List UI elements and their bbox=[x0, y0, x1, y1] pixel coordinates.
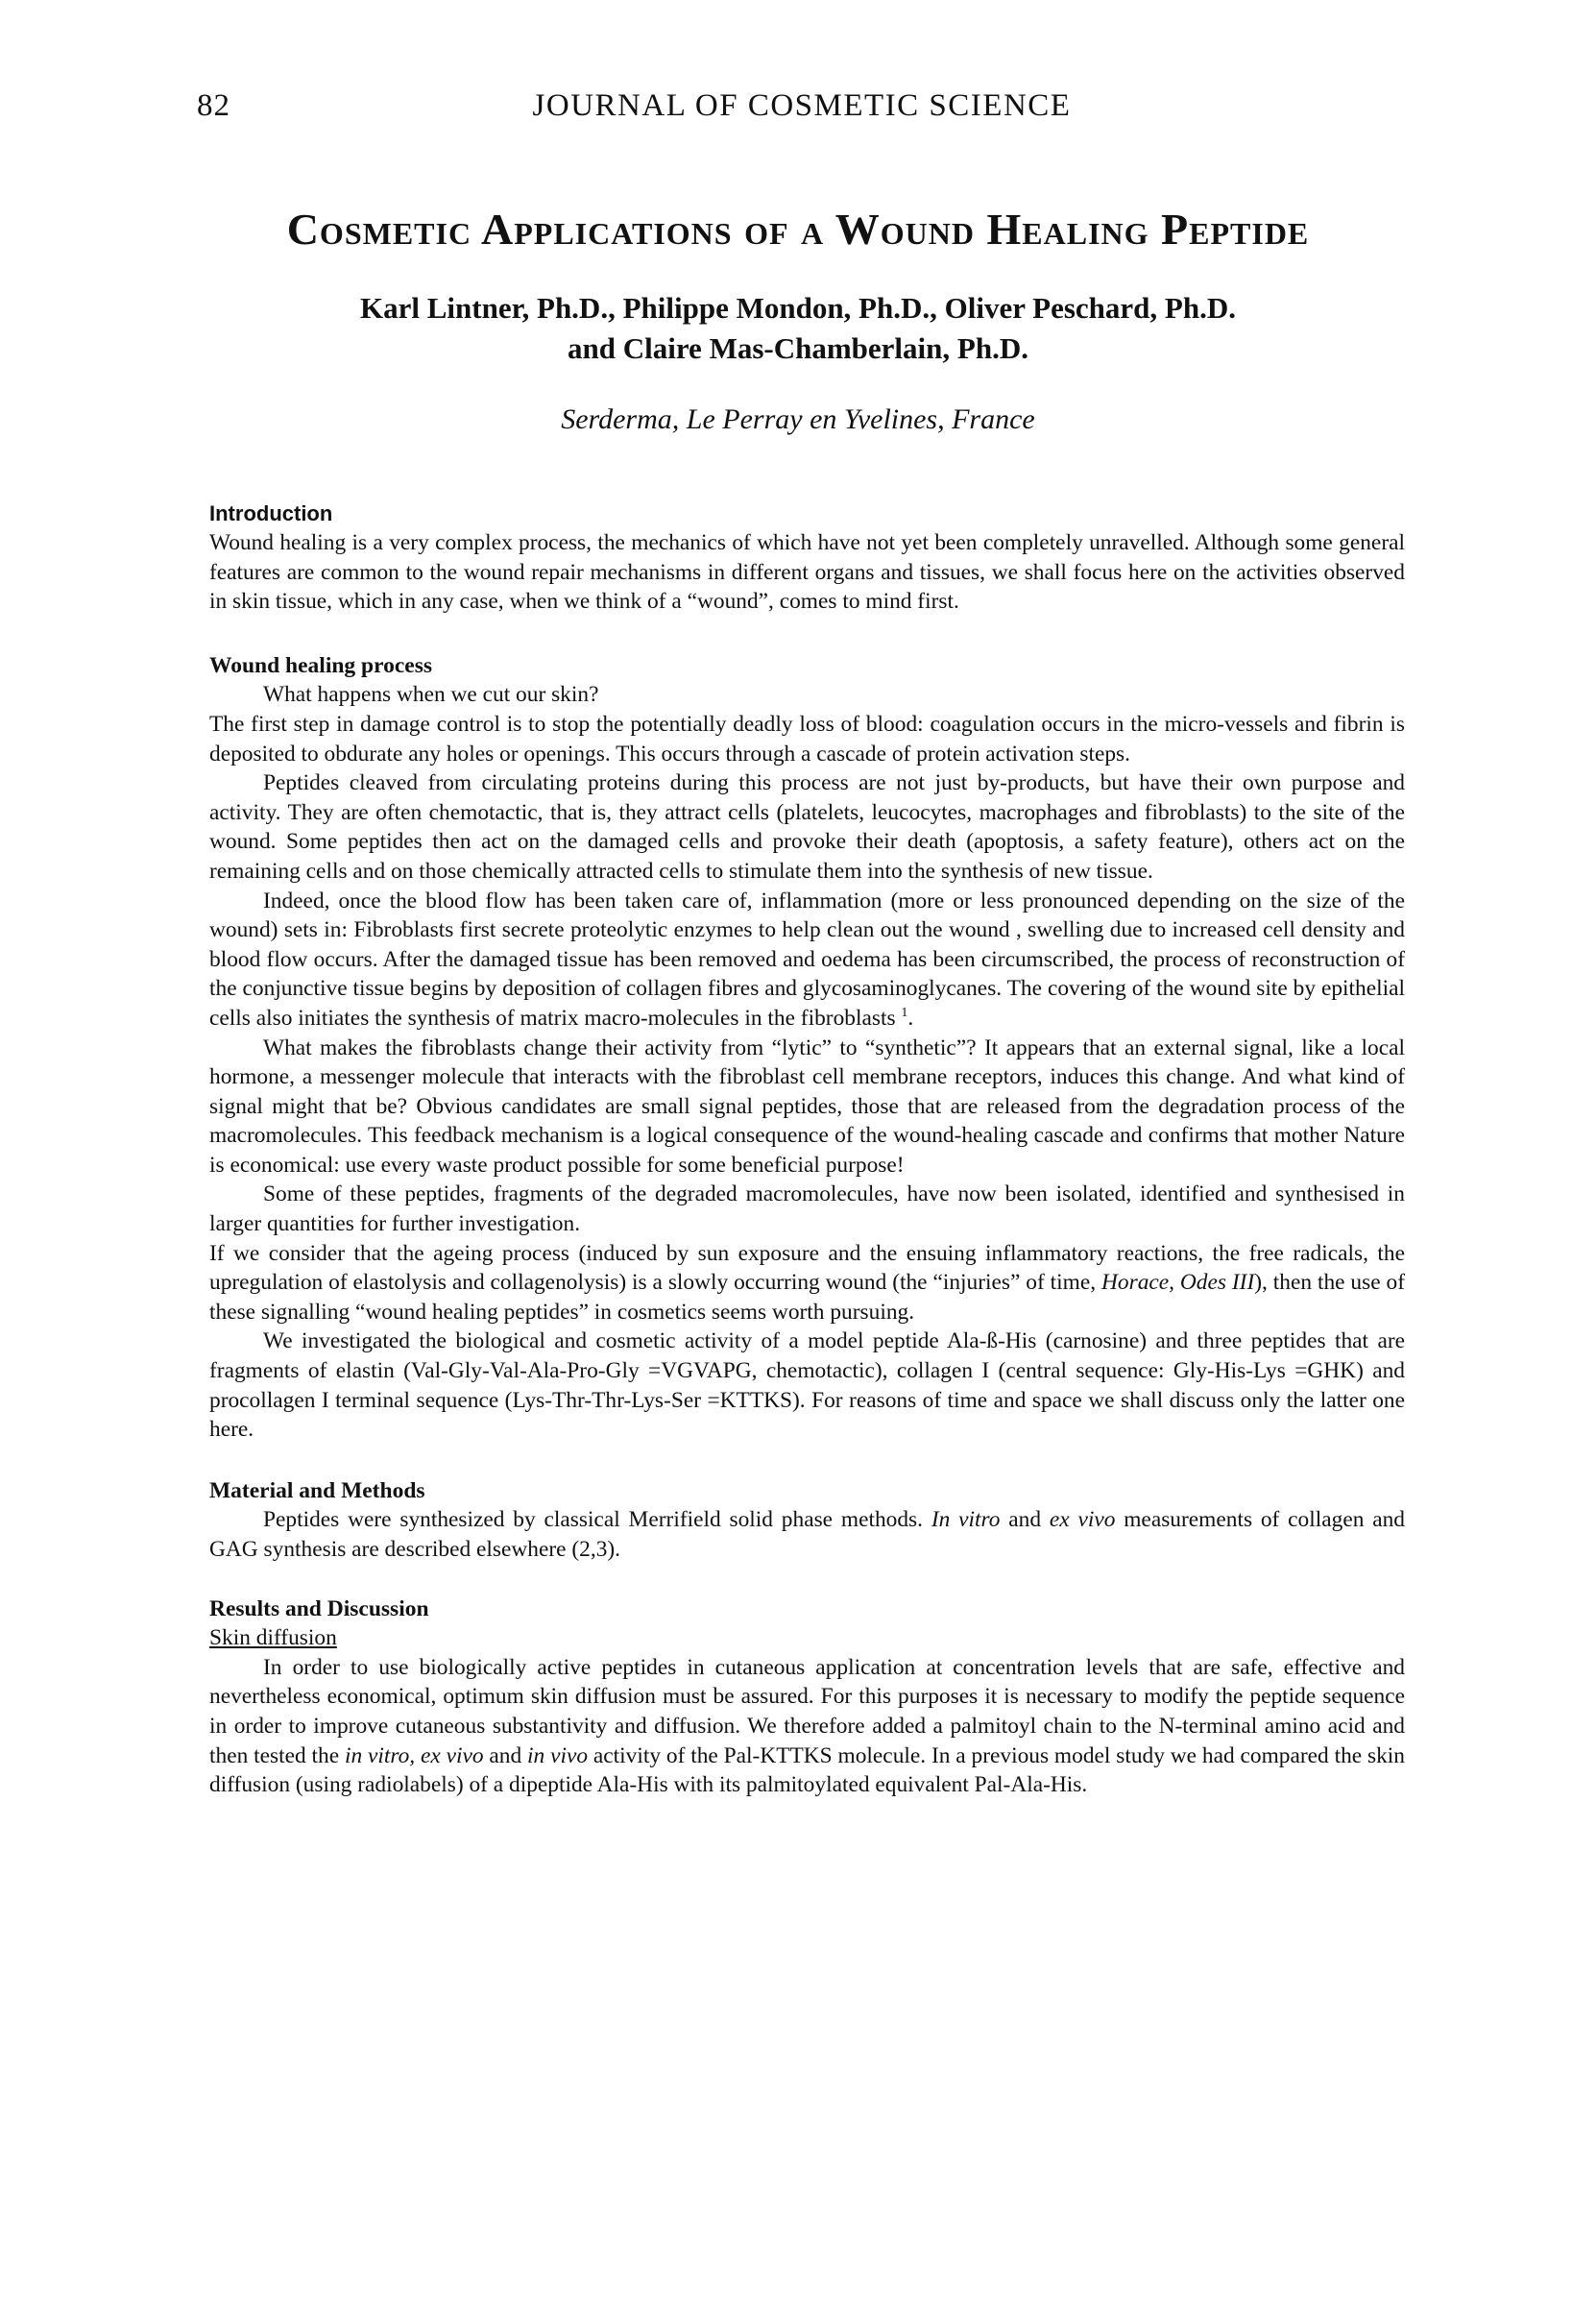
wound-healing-question: What happens when we cut our skin? bbox=[263, 682, 599, 708]
citation-italic: Horace, Odes III bbox=[1101, 1270, 1255, 1296]
page-number: 82 bbox=[197, 88, 230, 123]
article-body bbox=[209, 499, 1405, 1800]
paragraph bbox=[209, 887, 1405, 1034]
article-title: Cosmetic Applications of a Wound Healing Peptide bbox=[286, 205, 1310, 254]
paragraph-text: In order to use biologically active peptides in cutaneous application at concentration levels that are safe, effective and nevertheless economical, optimum skin diffusion must be assured. For this purposes it is necessary to modify the peptide sequence in order to improve cutaneous substantivity and diffusion. We therefore added a palmitoyl chain to the N-terminal amino acid and then tested the bbox=[209, 1654, 1405, 1768]
introduction-heading: Introduction bbox=[209, 501, 333, 525]
skin-diffusion-subheading: Skin diffusion bbox=[209, 1625, 337, 1651]
italic-term: In vitro bbox=[931, 1507, 1001, 1533]
paragraph-text: Peptides were synthesized by classical Merrifield solid phase methods. bbox=[263, 1507, 931, 1533]
affiliation: Serderma, Le Perray en Yvelines, France bbox=[561, 403, 1035, 435]
paragraph-text: Indeed, once the blood flow has been taken care of, inflammation (more or less pronounced depending on the size of the wound) sets in: Fibroblasts first secrete proteolytic enzymes to help clean out the wound , swelling due to increased cell density and blood flow occurs. After the damaged tissue has been removed and oedema has been circumscribed, the process of reconstruction of the conjunctive tissue begins by deposition of collagen fibres and glycosaminoglycanes. The covering of the wound site by epithelial cells also initiates the synthesis of matrix macro-molecules in the fibroblasts bbox=[209, 888, 1405, 1031]
running-header bbox=[197, 88, 1407, 136]
paragraph-text: If we consider that the ageing process (induced by sun exposure and the ensuing inflammatory reactions, the free radicals, the upregulation of elastolysis and collagenolysis) is a slowly occurring wound (the “injuries” of time, bbox=[209, 1240, 1405, 1296]
wound-healing-heading: Wound healing process bbox=[209, 652, 433, 678]
paragraph-text: and bbox=[483, 1742, 528, 1768]
author-list bbox=[0, 288, 1596, 369]
italic-term: in vivo bbox=[527, 1742, 589, 1768]
methods-paragraph bbox=[209, 1505, 1405, 1564]
results-heading: Results and Discussion bbox=[209, 1595, 429, 1621]
introduction-paragraph: Wound healing is a very complex process, the mechanics of which have not yet been completely unravelled. Although some general features are common to the wound repair mechanisms in different organs and tissues, we shall focus here on the activities observed in skin tissue, which in any case, when we think of a “wound”, comes to mind first. bbox=[209, 530, 1405, 615]
author-line-1: Karl Lintner, Ph.D., Philippe Mondon, Ph.D., Oliver Peschard, Ph.D. bbox=[360, 291, 1236, 325]
paragraph: Peptides cleaved from circulating proteins during this process are not just by-products, but have their own purpose and activity. They are often chemotactic, that is, they attract cells (platelets, leucocytes, macrophages and fibroblasts) to the site of the wound. Some peptides then act on the damaged cells and provoke their death (apoptosis, a safety feature), others act on the remaining cells and on those chemically attracted cells to stimulate them into the synthesis of new tissue. bbox=[209, 770, 1405, 884]
paragraph: What makes the fibroblasts change their activity from “lytic” to “synthetic”? It appears that an external signal, like a local hormone, a messenger molecule that interacts with the fibroblast cell membrane receptors, induces this change. And what kind of signal might that be? Obvious candidates are small signal peptides, those that are released from the degradation process of the macromolecules. This feedback mechanism is a logical consequence of the wound-healing cascade and confirms that mother Nature is economical: use every waste product possible for some beneficial purpose! bbox=[209, 1035, 1405, 1178]
paragraph-text: and bbox=[1000, 1507, 1050, 1533]
paragraph-text: measurements of collagen and GAG synthesis are described elsewhere (2,3). bbox=[209, 1507, 1405, 1562]
paragraph-end: . bbox=[907, 1005, 914, 1031]
methods-heading: Material and Methods bbox=[209, 1477, 425, 1503]
italic-term: ex vivo bbox=[1049, 1507, 1116, 1533]
paragraph: The first step in damage control is to stop the potentially deadly loss of blood: coagulation occurs in the micro-vessels and fibrin is deposited to obdurate any holes or openings. This occurs through a cascade of protein activation steps. bbox=[209, 711, 1405, 767]
italic-term: in vitro, ex vivo bbox=[344, 1742, 484, 1768]
journal-name: JOURNAL OF COSMETIC SCIENCE bbox=[532, 88, 1072, 123]
paragraph bbox=[209, 1239, 1405, 1327]
paragraph-text: ), then the use of these signalling “wound healing peptides” in cosmetics seems worth pursuing. bbox=[209, 1270, 1405, 1325]
paragraph-text: activity of the Pal-KTTKS molecule. In a previous model study we had compared the skin diffusion (using radiolabels) of a dipeptide Ala-His with its palmitoylated equivalent Pal-Ala-His. bbox=[209, 1742, 1405, 1798]
reference-superscript: 1 bbox=[901, 1005, 908, 1020]
paragraph: Some of these peptides, fragments of the degraded macromolecules, have now been isolated, identified and synthesised in larger quantities for further investigation. bbox=[209, 1181, 1405, 1237]
paragraph: We investigated the biological and cosmetic activity of a model peptide Ala-ß-His (carnosine) and three peptides that are fragments of elastin (Val-Gly-Val-Ala-Pro-Gly =VGVAPG, chemotactic), collagen I (central sequence: Gly-His-Lys =GHK) and procollagen I terminal sequence (Lys-Thr-Thr-Lys-Ser =KTTKS). For reasons of time and space we shall discuss only the latter one here. bbox=[209, 1328, 1405, 1443]
author-line-2: and Claire Mas-Chamberlain, Ph.D. bbox=[568, 331, 1028, 365]
results-paragraph bbox=[209, 1653, 1405, 1800]
